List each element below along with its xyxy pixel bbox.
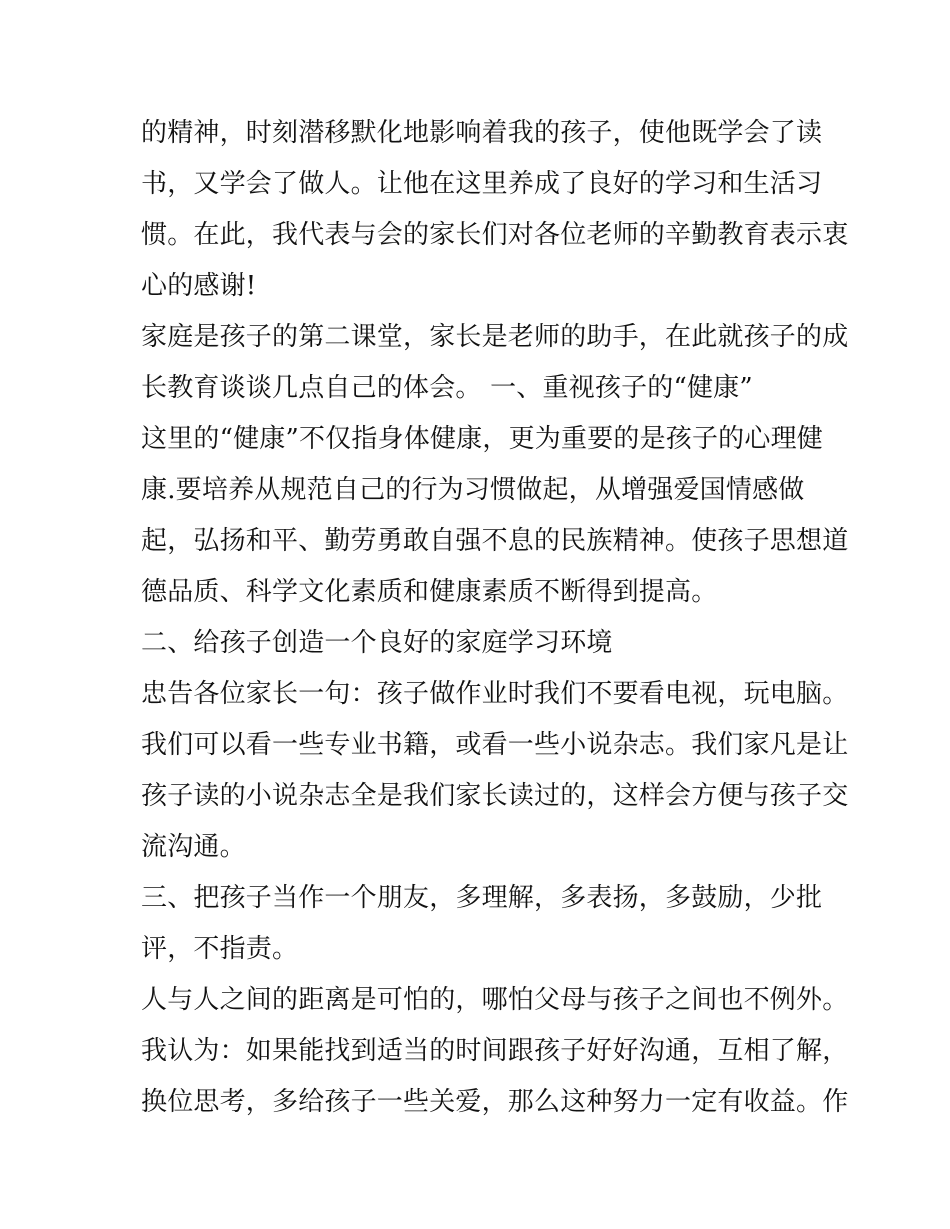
- text-line: 德品质、科学文化素质和健康素质不断得到提高。: [141, 577, 718, 607]
- text-line: 康.要培养从规范自己的行为习惯做起，从增强爱国情感做: [141, 475, 805, 505]
- text-line: 起，弘扬和平、勤劳勇敢自强不息的民族精神。使孩子思想道: [141, 526, 849, 556]
- document-body: [141, 108, 849, 1128]
- text-line: 孩子读的小说杂志全是我们家长读过的，这样会方便与孩子交: [141, 781, 849, 811]
- text-line: 这里的“健康”不仅指身体健康，更为重要的是孩子的心理健: [141, 424, 823, 454]
- section-heading: 评，不指责。: [141, 934, 299, 964]
- section-heading: 二、给孩子创造一个良好的家庭学习环境: [141, 628, 613, 658]
- text-line: 忠告各位家长一句：孩子做作业时我们不要看电视，玩电脑。: [141, 679, 849, 709]
- text-line: 惯。在此，我代表与会的家长们对各位老师的辛勤教育表示衷: [141, 220, 849, 250]
- text-line: 心的感谢!: [141, 271, 257, 301]
- text-line: 流沟通。: [141, 832, 246, 862]
- text-line: 的精神，时刻潜移默化地影响着我的孩子，使他既学会了读: [141, 118, 823, 148]
- text-line: 换位思考，多给孩子一些关爱，那么这种努力一定有收益。作: [141, 1087, 849, 1117]
- text-line: 书，又学会了做人。让他在这里养成了良好的学习和生活习: [141, 169, 823, 199]
- text-line: 长教育谈谈几点自己的体会。 一、重视孩子的“健康”: [141, 373, 753, 403]
- text-line: 人与人之间的距离是可怕的，哪怕父母与孩子之间也不例外。: [141, 985, 849, 1015]
- text-line: 我们可以看一些专业书籍，或看一些小说杂志。我们家凡是让: [141, 730, 849, 760]
- section-heading: 三、把孩子当作一个朋友，多理解，多表扬，多鼓励，少批: [141, 883, 823, 913]
- text-line: 我认为：如果能找到适当的时间跟孩子好好沟通，互相了解，: [141, 1036, 849, 1066]
- text-line: 家庭是孩子的第二课堂，家长是老师的助手，在此就孩子的成: [141, 322, 849, 352]
